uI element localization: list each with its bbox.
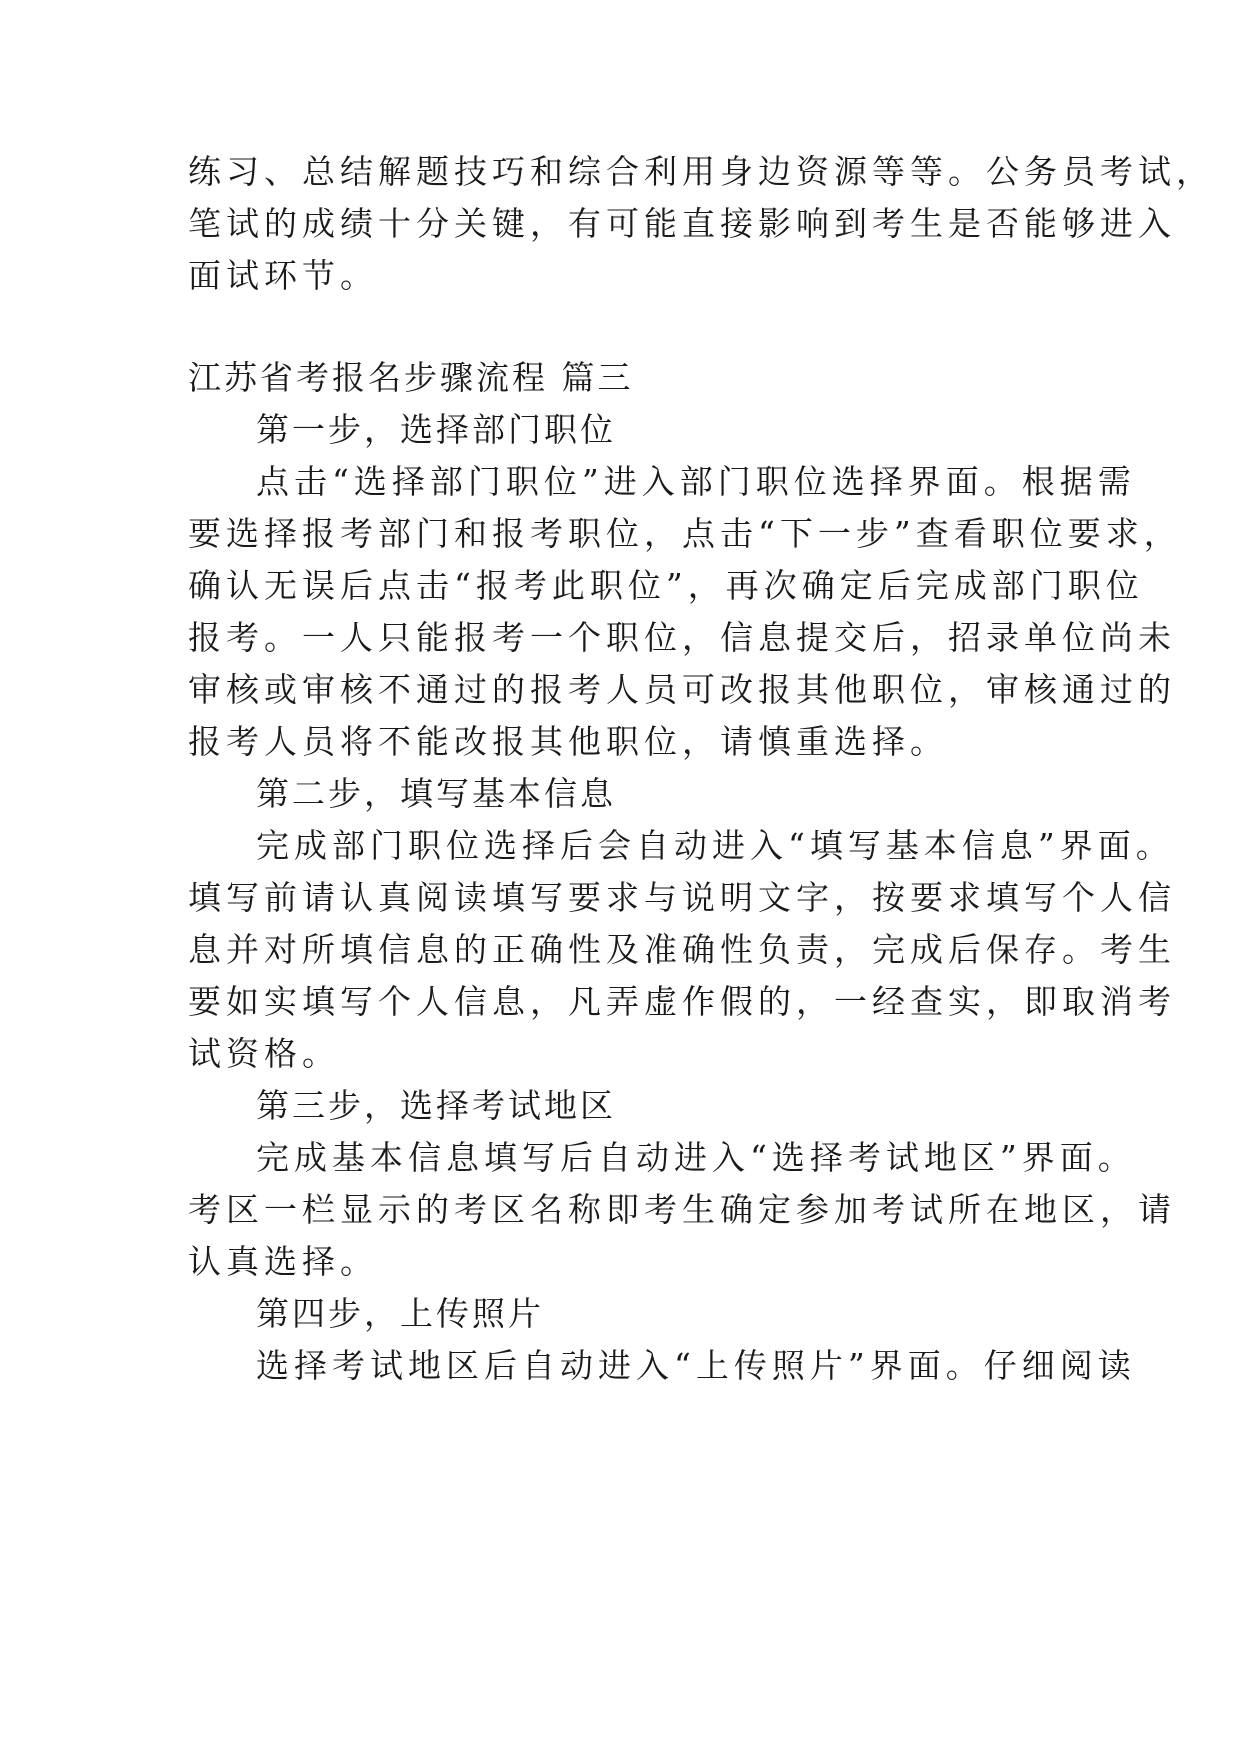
step2-line-1: 完成部门职位选择后会自动进入“填写基本信息”界面。 [256, 826, 1174, 865]
step2-heading: 第二步，填写基本信息 [256, 774, 616, 813]
step3-line-1: 完成基本信息填写后自动进入“选择考试地区”界面。 [256, 1138, 1136, 1177]
step2-line-2: 填写前请认真阅读填写要求与说明文字，按要求填写个人信 [188, 878, 1176, 917]
step2-line-3: 息并对所填信息的正确性及准确性负责，完成后保存。考生 [188, 930, 1176, 969]
step4-line-1: 选择考试地区后自动进入“上传照片”界面。仔细阅读 [256, 1346, 1136, 1385]
section-title: 江苏省考报名步骤流程 篇三 [188, 358, 634, 397]
step1-line-1: 点击“选择部门职位”进入部门职位选择界面。根据需 [256, 462, 1136, 501]
intro-line-2: 笔试的成绩十分关键，有可能直接影响到考生是否能够进入 [188, 204, 1176, 243]
step2-line-4: 要如实填写个人信息，凡弄虚作假的，一经查实，即取消考 [188, 982, 1176, 1021]
step3-line-2: 考区一栏显示的考区名称即考生确定参加考试所在地区，请 [188, 1190, 1176, 1229]
step2-line-5: 试资格。 [188, 1034, 340, 1073]
step1-line-6: 报考人员将不能改报其他职位，请慎重选择。 [188, 722, 948, 761]
step1-line-2: 要选择报考部门和报考职位，点击“下一步”查看职位要求， [188, 514, 1182, 553]
intro-line-1: 练习、总结解题技巧和综合利用身边资源等等。公务员考试， [188, 152, 1214, 191]
step4-heading: 第四步，上传照片 [256, 1294, 544, 1333]
step3-line-3: 认真选择。 [188, 1242, 378, 1281]
step1-heading: 第一步，选择部门职位 [256, 410, 616, 449]
step3-heading: 第三步，选择考试地区 [256, 1086, 616, 1125]
step1-line-3: 确认无误后点击“报考此职位”，再次确定后完成部门职位 [188, 566, 1144, 605]
step1-line-4: 报考。一人只能报考一个职位，信息提交后，招录单位尚未 [188, 618, 1176, 657]
intro-line-3: 面试环节。 [188, 256, 378, 295]
step1-line-5: 审核或审核不通过的报考人员可改报其他职位，审核通过的 [188, 670, 1176, 709]
